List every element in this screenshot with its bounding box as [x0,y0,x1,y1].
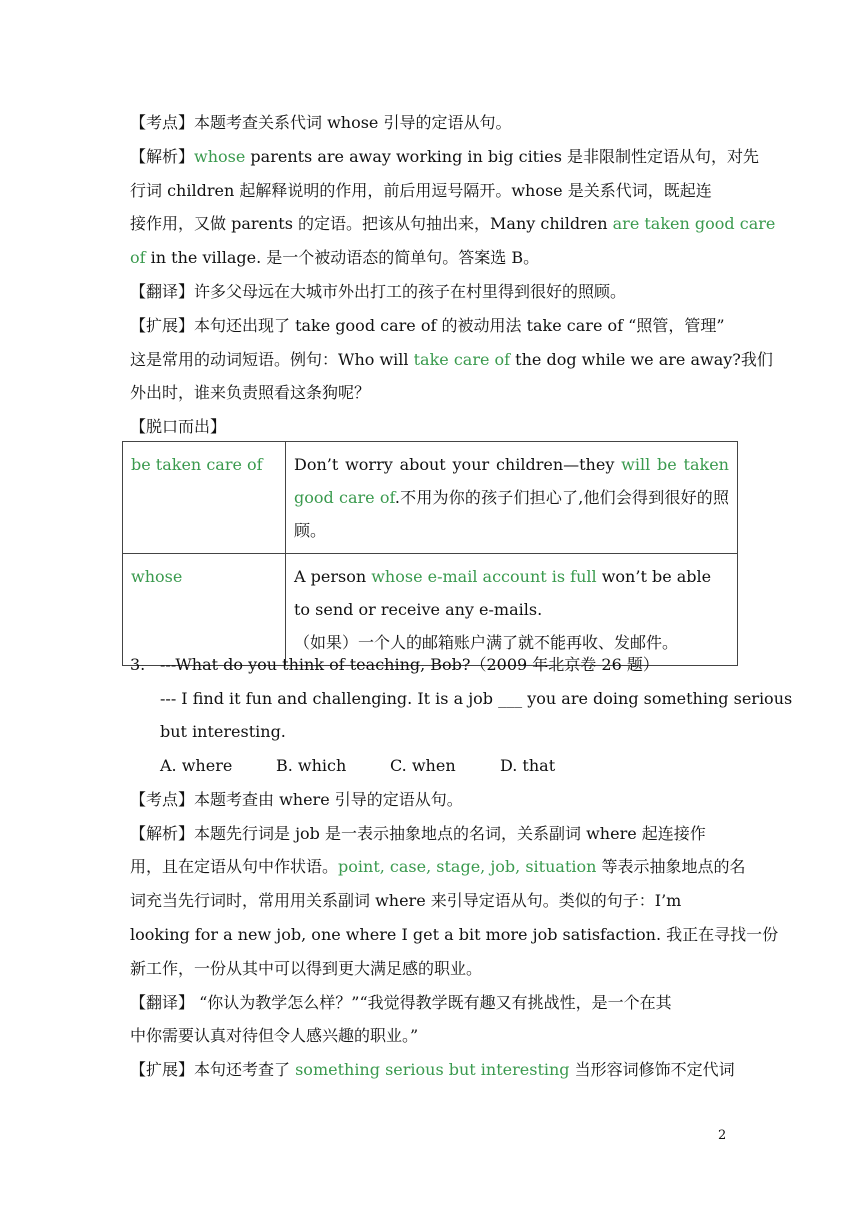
q3-kaodian: 【考点】本题考查由 where 引导的定语从句。 [130,790,463,809]
q3-jiexi-line4: looking for a new job, one where I get a bit more job satisfaction. 我正在寻找一份 [130,925,779,944]
highlight-text: whose e-mail account is full [371,567,597,586]
table-cell-example: A person whose e-mail account is full won’t be able to send or receive any e-mails. （如果）一个人的邮箱账户满了就不能再收、发邮件。 [286,554,738,666]
highlight-text: point, case, stage, job, situation [338,857,597,876]
q3-stem-line1: ---What do you think of teaching, Bob?（2009 年北京卷 26 题） [160,655,659,674]
q3-jiexi-line2: 用，且在定语从句中作状语。point, case, stage, job, situation 等表示抽象地点的名 [130,857,746,876]
table-row [123,442,738,554]
q3-stem-line3: but interesting. [160,722,286,741]
option-c: C. when [390,756,456,775]
q3-number: 3. [130,655,146,674]
q2-jiexi-line1: 【解析】whose parents are away working in big cities 是非限制性定语从句，对先 [130,147,759,166]
q2-jiexi-line4: of in the village. 是一个被动语态的简单句。答案选 B。 [130,248,540,267]
highlight-text: will be taken good care of [294,455,729,507]
q2-jiexi-line2: 行词 children 起解释说明的作用，前后用逗号隔开。whose 是关系代词，既起连 [130,181,712,200]
option-d: D. that [500,756,556,775]
q3-kuozhan-line1: 【扩展】本句还考查了 something serious but interesting 当形容词修饰不定代词 [130,1060,735,1079]
phrase-table [122,441,738,666]
q3-fanyi-line1: 【翻译】 “你认为教学怎么样？”“我觉得教学既有趣又有挑战性，是一个在其 [130,993,672,1012]
q2-tuokou-heading: 【脱口而出】 [130,417,227,436]
q3-options [160,756,732,776]
option-a: A. where [160,756,233,775]
highlight-text: are taken good care [612,214,776,233]
q2-kuozhan-line2: 这是常用的动词短语。例句：Who will take care of the dog while we are away?我们 [130,350,773,369]
highlight-text: of [130,248,146,267]
page-number: 2 [718,1128,727,1143]
q2-kuozhan-line3: 外出时，谁来负责照看这条狗呢？ [130,383,371,402]
table-cell-phrase: be taken care of [123,442,286,554]
q2-kuozhan-line1: 【扩展】本句还出现了 take good care of 的被动用法 take care of “照管，管理” [130,316,725,335]
q3-stem-line2: --- I find it fun and challenging. It is a job ___ you are doing something serious [160,689,793,708]
q2-kaodian: 【考点】本题考查关系代词 whose 引导的定语从句。 [130,113,512,132]
highlight-text: take care of [413,350,511,369]
table-cell-example: Don’t worry about your children—they will be taken good care of.不用为你的孩子们担心了,他们会得到很好的照顾。 [286,442,738,554]
q2-fanyi: 【翻译】许多父母远在大城市外出打工的孩子在村里得到很好的照顾。 [130,282,627,301]
q3-jiexi-line3: 词充当先行词时，常用用关系副词 where 来引导定语从句。类似的句子：I’m [130,891,682,910]
highlight-text: something serious but interesting [295,1060,570,1079]
q3-fanyi-line2: 中你需要认真对待但令人感兴趣的职业。” [130,1026,419,1045]
highlight-text: whose [194,147,246,166]
table-row [123,554,738,666]
option-b: B. which [276,756,347,775]
q2-jiexi-line3: 接作用，又做 parents 的定语。把该从句抽出来，Many children are taken good care [130,214,776,233]
table-cell-phrase: whose [123,554,286,666]
q3-jiexi-line1: 【解析】本题先行词是 job 是一表示抽象地点的名词，关系副词 where 起连接作 [130,824,706,843]
q3-jiexi-line5: 新工作，一份从其中可以得到更大满足感的职业。 [130,959,483,978]
